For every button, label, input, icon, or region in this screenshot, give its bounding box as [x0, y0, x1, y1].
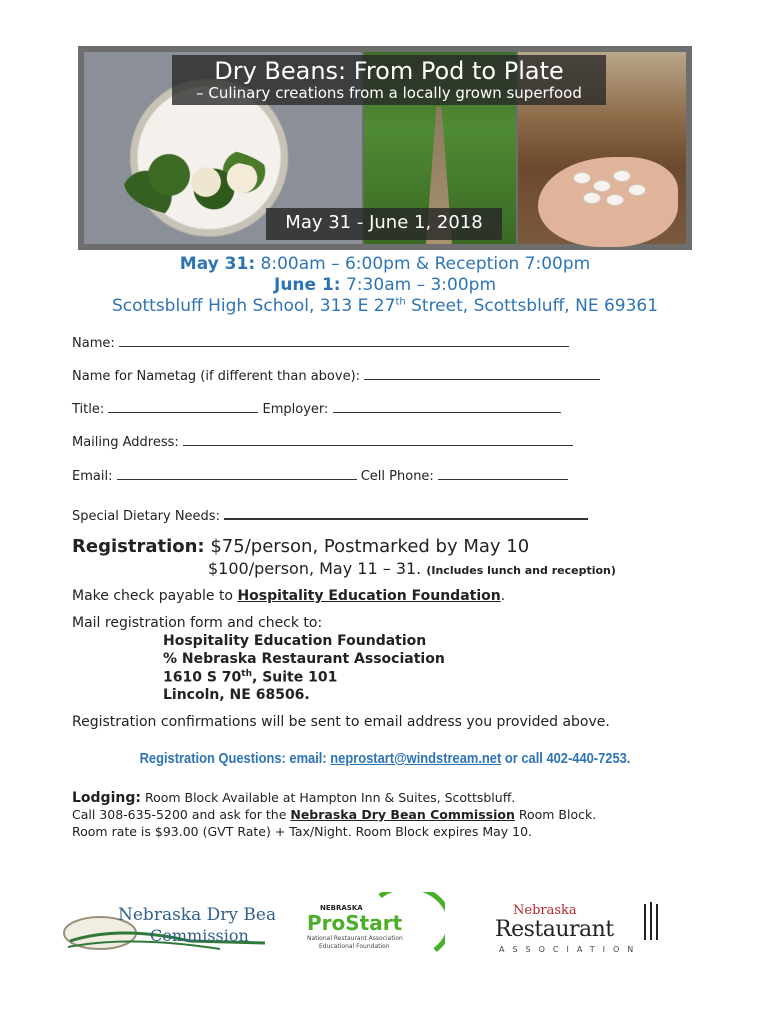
prostart-top: NEBRASKA — [320, 904, 363, 912]
name-label: Name: — [72, 336, 115, 351]
registration-questions — [54, 750, 716, 767]
confirmation-note: Registration confirmations will be sent to email address you provided above. — [72, 714, 610, 730]
title-label: Title: — [72, 402, 105, 417]
nebraska-prostart-logo — [305, 892, 445, 962]
employer-label: Employer: — [262, 402, 329, 417]
nametag-label: Name for Nametag (if different than above): — [72, 369, 361, 384]
nametag-line[interactable] — [364, 367, 600, 380]
contact-email-link[interactable]: neprostart@windstream.net — [330, 750, 502, 767]
payable-line — [72, 588, 505, 604]
lodging-text2: Call 308-635-5200 and ask for the — [72, 807, 291, 822]
payable-post: . — [500, 588, 506, 604]
schedule-day2 — [0, 275, 770, 295]
ndb-line2: Commission — [150, 926, 249, 945]
employer-line[interactable] — [333, 400, 561, 413]
lodging-line1 — [72, 790, 515, 806]
address-line1: Hospitality Education Foundation — [163, 633, 427, 649]
questions-phone: or call 402-440-7253. — [501, 750, 631, 767]
ndb-line1: Nebraska Dry Bean — [118, 905, 275, 925]
location-text-end: Street, Scottsbluff, NE 69361 — [405, 296, 659, 316]
banner-title: Dry Beans: From Pod to Plate — [214, 57, 564, 85]
lodging-line3: Room rate is $93.00 (GVT Rate) + Tax/Night. Room Block expires May 10. — [72, 824, 533, 839]
event-location — [0, 296, 770, 316]
payable-pre: Make check payable to — [72, 588, 238, 604]
nametag-field[interactable] — [72, 367, 600, 384]
payable-to: Hospitality Education Foundation — [237, 588, 501, 604]
questions-pre: Registration Questions: email: — [139, 750, 331, 767]
day2-label: June 1: — [274, 275, 341, 295]
schedule-day1 — [0, 254, 770, 274]
lodging-line2 — [72, 807, 596, 822]
location-sup: th — [395, 296, 406, 308]
price1: $75/person, Postmarked by May 10 — [204, 536, 530, 557]
mail-intro: Mail registration form and check to: — [72, 615, 323, 631]
email-line[interactable] — [117, 467, 357, 480]
lodging-text2-end: Room Block. — [514, 807, 597, 822]
nra-main: Restaurant — [495, 917, 614, 942]
cell-label: Cell Phone: — [360, 469, 434, 484]
dietary-line[interactable] — [224, 506, 588, 520]
mailing-label: Mailing Address: — [72, 435, 179, 450]
mailing-line[interactable] — [183, 433, 573, 446]
price-note: (Includes lunch and reception) — [426, 564, 616, 577]
price2: $100/person, May 11 – 31. — [208, 559, 422, 578]
dietary-field[interactable] — [72, 506, 588, 524]
email-cell-row[interactable] — [72, 467, 568, 484]
registration-price2 — [208, 559, 616, 578]
banner-dates: May 31 - June 1, 2018 — [285, 212, 483, 233]
email-label: Email: — [72, 469, 113, 484]
lodging-text1: Room Block Available at Hampton Inn & Suites, Scottsbluff. — [140, 790, 516, 805]
addr3-sup: th — [241, 669, 252, 679]
prostart-sub1: National Restaurant Association — [307, 935, 403, 942]
prostart-sub2: Educational Foundation — [319, 943, 390, 950]
nebraska-restaurant-association-logo — [493, 898, 665, 956]
title-line[interactable] — [108, 400, 258, 413]
nra-top: Nebraska — [513, 903, 577, 918]
location-text: Scottsbluff High School, 313 E 27 — [111, 296, 396, 316]
prostart-main: ProStart — [307, 911, 403, 935]
addr3-post: , Suite 101 — [252, 669, 338, 686]
nra-bottom: ASSOCIATION — [499, 945, 642, 954]
nebraska-dry-bean-commission-logo — [60, 895, 275, 961]
name-field[interactable] — [72, 334, 569, 351]
day1-time: 8:00am – 6:00pm & Reception 7:00pm — [255, 254, 591, 274]
address-line3 — [163, 669, 337, 686]
registration-price1 — [72, 536, 529, 557]
dietary-label: Special Dietary Needs: — [72, 509, 220, 524]
lodging-label: Lodging: — [72, 790, 141, 806]
mailing-field[interactable] — [72, 433, 573, 450]
day2-time: 7:30am – 3:00pm — [340, 275, 496, 295]
banner-subtitle: – Culinary creations from a locally grown superfood — [196, 84, 582, 102]
name-line[interactable] — [119, 334, 569, 347]
address-line4: Lincoln, NE 68506. — [163, 687, 310, 703]
cell-line[interactable] — [438, 467, 568, 480]
registration-label: Registration: — [72, 536, 205, 557]
address-line2: % Nebraska Restaurant Association — [163, 651, 445, 667]
addr3-pre: 1610 S 70 — [163, 669, 242, 686]
title-employer-row[interactable] — [72, 400, 561, 417]
day1-label: May 31: — [179, 254, 256, 274]
lodging-room-block-name: Nebraska Dry Bean Commission — [290, 807, 515, 822]
